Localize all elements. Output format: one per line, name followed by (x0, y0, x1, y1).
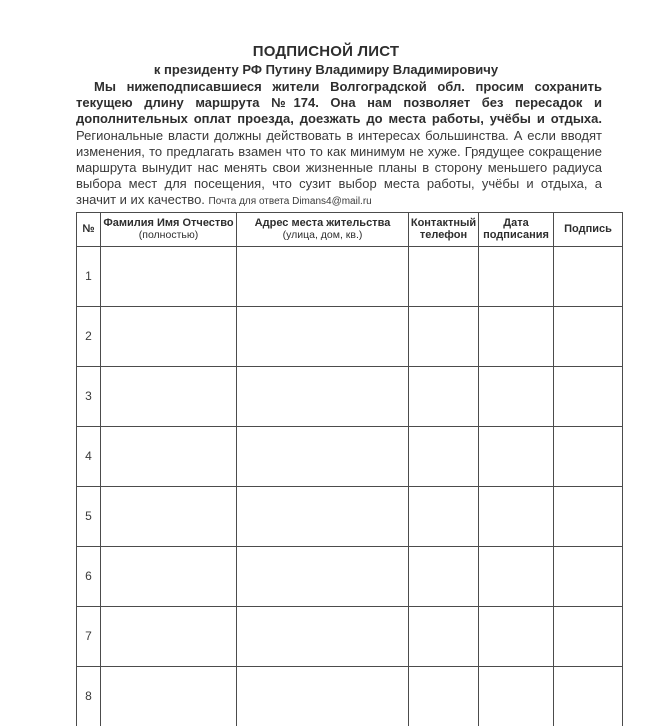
petition-bold-text: Мы нижеподписавшиеся жители Волгоградской обл. просим сохранить текущею длину маршрута №174. Она нам позволяет без пересадок и дополнительных оплат проезда, доезжать до места работы, учёбы и отдыха. (76, 79, 602, 127)
signature-cell (554, 486, 623, 546)
row-number-cell: 2 (77, 306, 101, 366)
table-row (77, 606, 623, 666)
date-cell (479, 486, 554, 546)
date-cell (479, 606, 554, 666)
column-header-address (237, 212, 409, 246)
name-cell (101, 306, 237, 366)
date-cell (479, 366, 554, 426)
address-cell (237, 246, 409, 306)
row-number-cell: 4 (77, 426, 101, 486)
column-header-name-sublabel: (полностью) (138, 229, 199, 242)
phone-cell (409, 426, 479, 486)
table-row (77, 546, 623, 606)
column-header-date: Дата подписания (479, 212, 554, 246)
reply-email-note: Почта для ответа Dimans4@mail.ru (208, 196, 372, 208)
petition-text (76, 79, 602, 211)
table-row (77, 426, 623, 486)
page-title: ПОДПИСНОЙ ЛИСТ (252, 43, 400, 60)
row-number-cell: 3 (77, 366, 101, 426)
signature-table (76, 212, 623, 726)
name-cell (101, 666, 237, 726)
table-row (77, 246, 623, 306)
name-cell (101, 366, 237, 426)
row-number-cell: 6 (77, 546, 101, 606)
table-row (77, 486, 623, 546)
name-cell (101, 606, 237, 666)
date-cell (479, 246, 554, 306)
address-cell (237, 366, 409, 426)
phone-cell (409, 306, 479, 366)
signature-cell (554, 606, 623, 666)
signature-cell (554, 546, 623, 606)
name-cell (101, 426, 237, 486)
address-cell (237, 486, 409, 546)
column-header-signature: Подпись (554, 212, 623, 246)
table-row (77, 366, 623, 426)
date-cell (479, 666, 554, 726)
table-row (77, 306, 623, 366)
column-header-address-label: Адрес места жительства (254, 216, 391, 229)
page-subtitle: к президенту РФ Путину Владимиру Владимировичу (153, 62, 499, 77)
column-header-phone: Контактный телефон (409, 212, 479, 246)
row-number-cell: 8 (77, 666, 101, 726)
date-cell (479, 426, 554, 486)
column-header-number: № (77, 212, 101, 246)
phone-cell (409, 546, 479, 606)
petition-regular-text: Региональные власти должны действовать в интересах большинства. А если вводят изменения, то предлагать взамен что то как минимум не хуже. Грядущее сокращение маршрута вынудит нас менять свои жизненные планы в сторону меньшего радиуса выбора мест для посещения, что сузит выбор места работы, учёбы и отдыха, а значит и их качество. (76, 127, 602, 208)
signature-cell (554, 306, 623, 366)
address-cell (237, 666, 409, 726)
address-cell (237, 426, 409, 486)
address-cell (237, 606, 409, 666)
phone-cell (409, 606, 479, 666)
column-header-address-sublabel: (улица, дом, кв.) (282, 229, 363, 242)
row-number-cell: 5 (77, 486, 101, 546)
table-row (77, 666, 623, 726)
name-cell (101, 246, 237, 306)
phone-cell (409, 666, 479, 726)
date-cell (479, 546, 554, 606)
name-cell (101, 486, 237, 546)
phone-cell (409, 486, 479, 546)
signature-cell (554, 666, 623, 726)
signature-cell (554, 246, 623, 306)
signature-cell (554, 366, 623, 426)
date-cell (479, 306, 554, 366)
row-number-cell: 7 (77, 606, 101, 666)
column-header-name (101, 212, 237, 246)
table-header-row (77, 212, 623, 246)
name-cell (101, 546, 237, 606)
address-cell (237, 306, 409, 366)
phone-cell (409, 366, 479, 426)
row-number-cell: 1 (77, 246, 101, 306)
address-cell (237, 546, 409, 606)
column-header-name-label: Фамилия Имя Отчество (103, 216, 234, 229)
phone-cell (409, 246, 479, 306)
signature-cell (554, 426, 623, 486)
